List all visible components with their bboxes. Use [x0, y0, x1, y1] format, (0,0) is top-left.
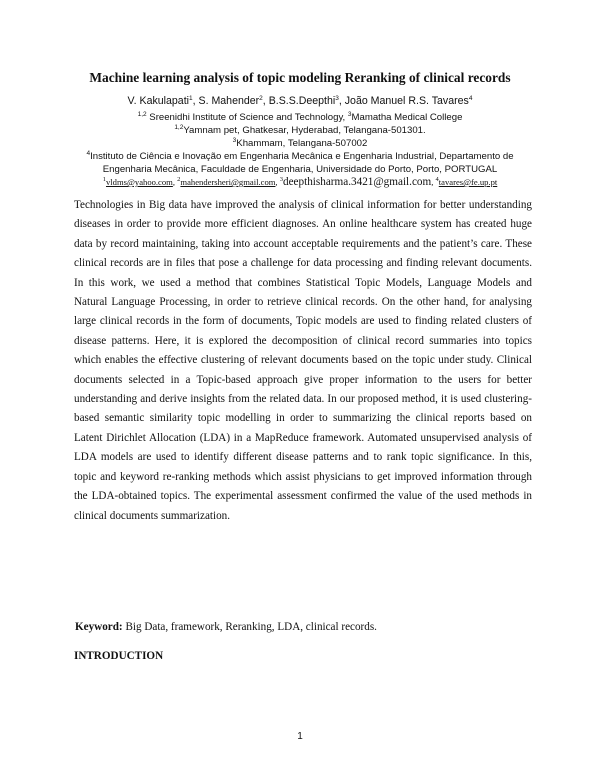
email-link[interactable]: tavares@fe.up.pt [438, 177, 498, 187]
abstract-paragraph: Technologies in Big data have improved the analysis of clinical information for better understanding diseases in order to provide more efficient diagnoses. An online healthcare system has created huge data by record maintaining, taking into account acceptable requirements and the patient’s care. These clinical records are in files that pose a challenge for data processing and finding relevant documents. In this work, we used a method that combines Statistical Topic Models, Language Models and Natural Language Processing, in order to retrieve clinical records. On the other hand, for analysing large clinical records in the form of documents, Topic models are used to finding related clusters of disease patterns. Here, it is explored the decomposition of clinical record summaries into topics which enables the effective clustering of relevant documents based on the topic under study. Clinical documents selected in a Topic-based approach give proper information to the users for better understanding and derive insights from the related data. In our proposed method, it is used clustering-based semantic similarity topic modelling in order to summarizing the clinical reports based on Latent Dirichlet Allocation (LDA) in a MapReduce framework. Automated unsupervised analysis of LDA models are used to identify different disease patterns and to rank topic significance. In this, topic and keyword re-ranking methods which assist physicians to get improved information through the LDA-obtained topics. The experimental assessment confirmed the value of the used methods in clinical documents summarization. [74, 199, 532, 522]
author-name: João Manuel R.S. Tavares [344, 95, 469, 107]
email-sup: 2 [177, 176, 181, 183]
email-list: $^1$vldms@yahoo.com, $^2$mahendersheri@gmail.com, $^3$deepthisharma.3421@gmail.com, $^4$tavares@fe.up.pt [102, 176, 498, 188]
email-link[interactable]: deepthisharma.3421@gmail.com [282, 176, 432, 188]
author-name: S. Mahender [198, 95, 260, 107]
email-sup: 4 [435, 176, 439, 183]
keywords-label: Keyword: [75, 621, 123, 633]
email-sup: 1 [102, 176, 106, 183]
author-sup: 3 [335, 95, 339, 102]
affiliation-text: Khammam, Telangana-507002 [236, 138, 368, 149]
affiliation-line [30, 150, 570, 163]
email-link[interactable]: mahendersheri@gmail.com [180, 177, 276, 187]
affiliation-line [30, 111, 570, 124]
affiliation-line [30, 124, 570, 137]
affiliation-text: Engenharia Mecânica, Faculdade de Engenharia, Universidade do Porto, Porto, PORTUGAL [102, 164, 498, 175]
author-name: B.S.S.Deepthi [268, 95, 336, 107]
affiliation-sup: 3 [232, 137, 237, 144]
affiliation-text: Mamatha Medical College [351, 112, 463, 123]
author-list: V. Kakulapati$^1$, S. Mahender$^2$, B.S.S.Deepthi$^3$, João Manuel R.S. Tavares$^4$ [127, 95, 473, 107]
section-heading: INTRODUCTION [74, 650, 164, 662]
affiliation-line [30, 137, 570, 150]
paper-title: Machine learning analysis of topic modeling Reranking of clinical records [89, 70, 511, 85]
author-sup: 1 [189, 95, 193, 102]
affiliation-sup: 1,2 [174, 124, 184, 131]
affiliation-text: Sreenidhi Institute of Science and Technology, [146, 112, 348, 123]
author-sup: 2 [259, 95, 263, 102]
affiliation-line [30, 163, 570, 176]
page-number: 1 [297, 731, 303, 742]
keywords-text: Big Data, framework, Reranking, LDA, clinical records. [122, 621, 377, 633]
affiliation-text: Instituto de Ciência e Inovação em Engenharia Mecânica e Engenharia Industrial, Departamento de [90, 151, 514, 162]
affiliation-sup: 1,2 [137, 111, 147, 118]
affiliation-sup: 4 [86, 150, 91, 157]
affiliation-sup: 3 [347, 111, 352, 118]
keywords-line [75, 621, 533, 633]
author-sup: 4 [468, 95, 473, 102]
email-link[interactable]: vldms@yahoo.com [105, 177, 173, 187]
author-name: V. Kakulapati [127, 95, 189, 107]
email-sup: 3 [279, 176, 283, 183]
affiliation-text: Yamnam pet, Ghatkesar, Hyderabad, Telangana-501301. [183, 125, 426, 136]
